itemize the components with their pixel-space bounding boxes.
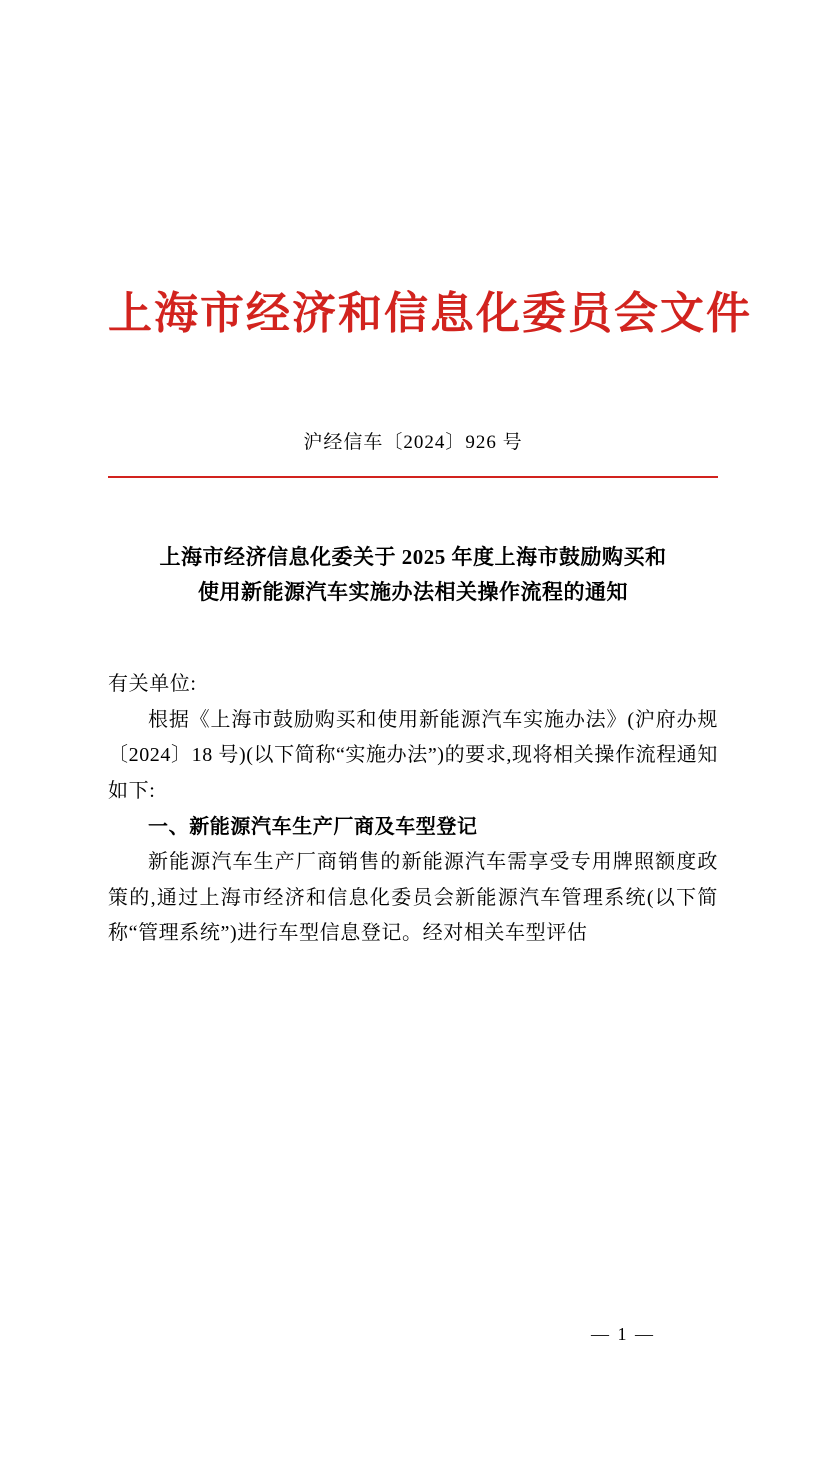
red-divider-rule [108, 476, 718, 478]
document-number: 沪经信车〔2024〕926 号 [303, 431, 523, 453]
document-subject [108, 540, 718, 611]
paragraph-2: 新能源汽车生产厂商销售的新能源汽车需享受专用牌照额度政策的,通过上海市经济和信息化委员会新能源汽车管理系统(以下简称“管理系统”)进行车型信息登记。经对相关车型评估 [108, 851, 718, 945]
salutation: 有关单位: [108, 673, 197, 696]
document-page [0, 288, 826, 1457]
paragraph-1: 根据《上海市鼓励购买和使用新能源汽车实施办法》(沪府办规〔2024〕18 号)(以下简称“实施办法”)的要求,现将相关操作流程通知如下: [108, 708, 718, 802]
document-body [108, 667, 718, 952]
subject-line-2: 使用新能源汽车实施办法相关操作流程的通知 [198, 580, 628, 605]
document-header-title: 上海市经济和信息化委员会文件 [108, 289, 752, 338]
page-number: — 1 — [591, 1324, 655, 1344]
subject-line-1: 上海市经济信息化委关于 2025 年度上海市鼓励购买和 [159, 544, 667, 569]
section-1-title: 一、新能源汽车生产厂商及车型登记 [148, 815, 478, 838]
